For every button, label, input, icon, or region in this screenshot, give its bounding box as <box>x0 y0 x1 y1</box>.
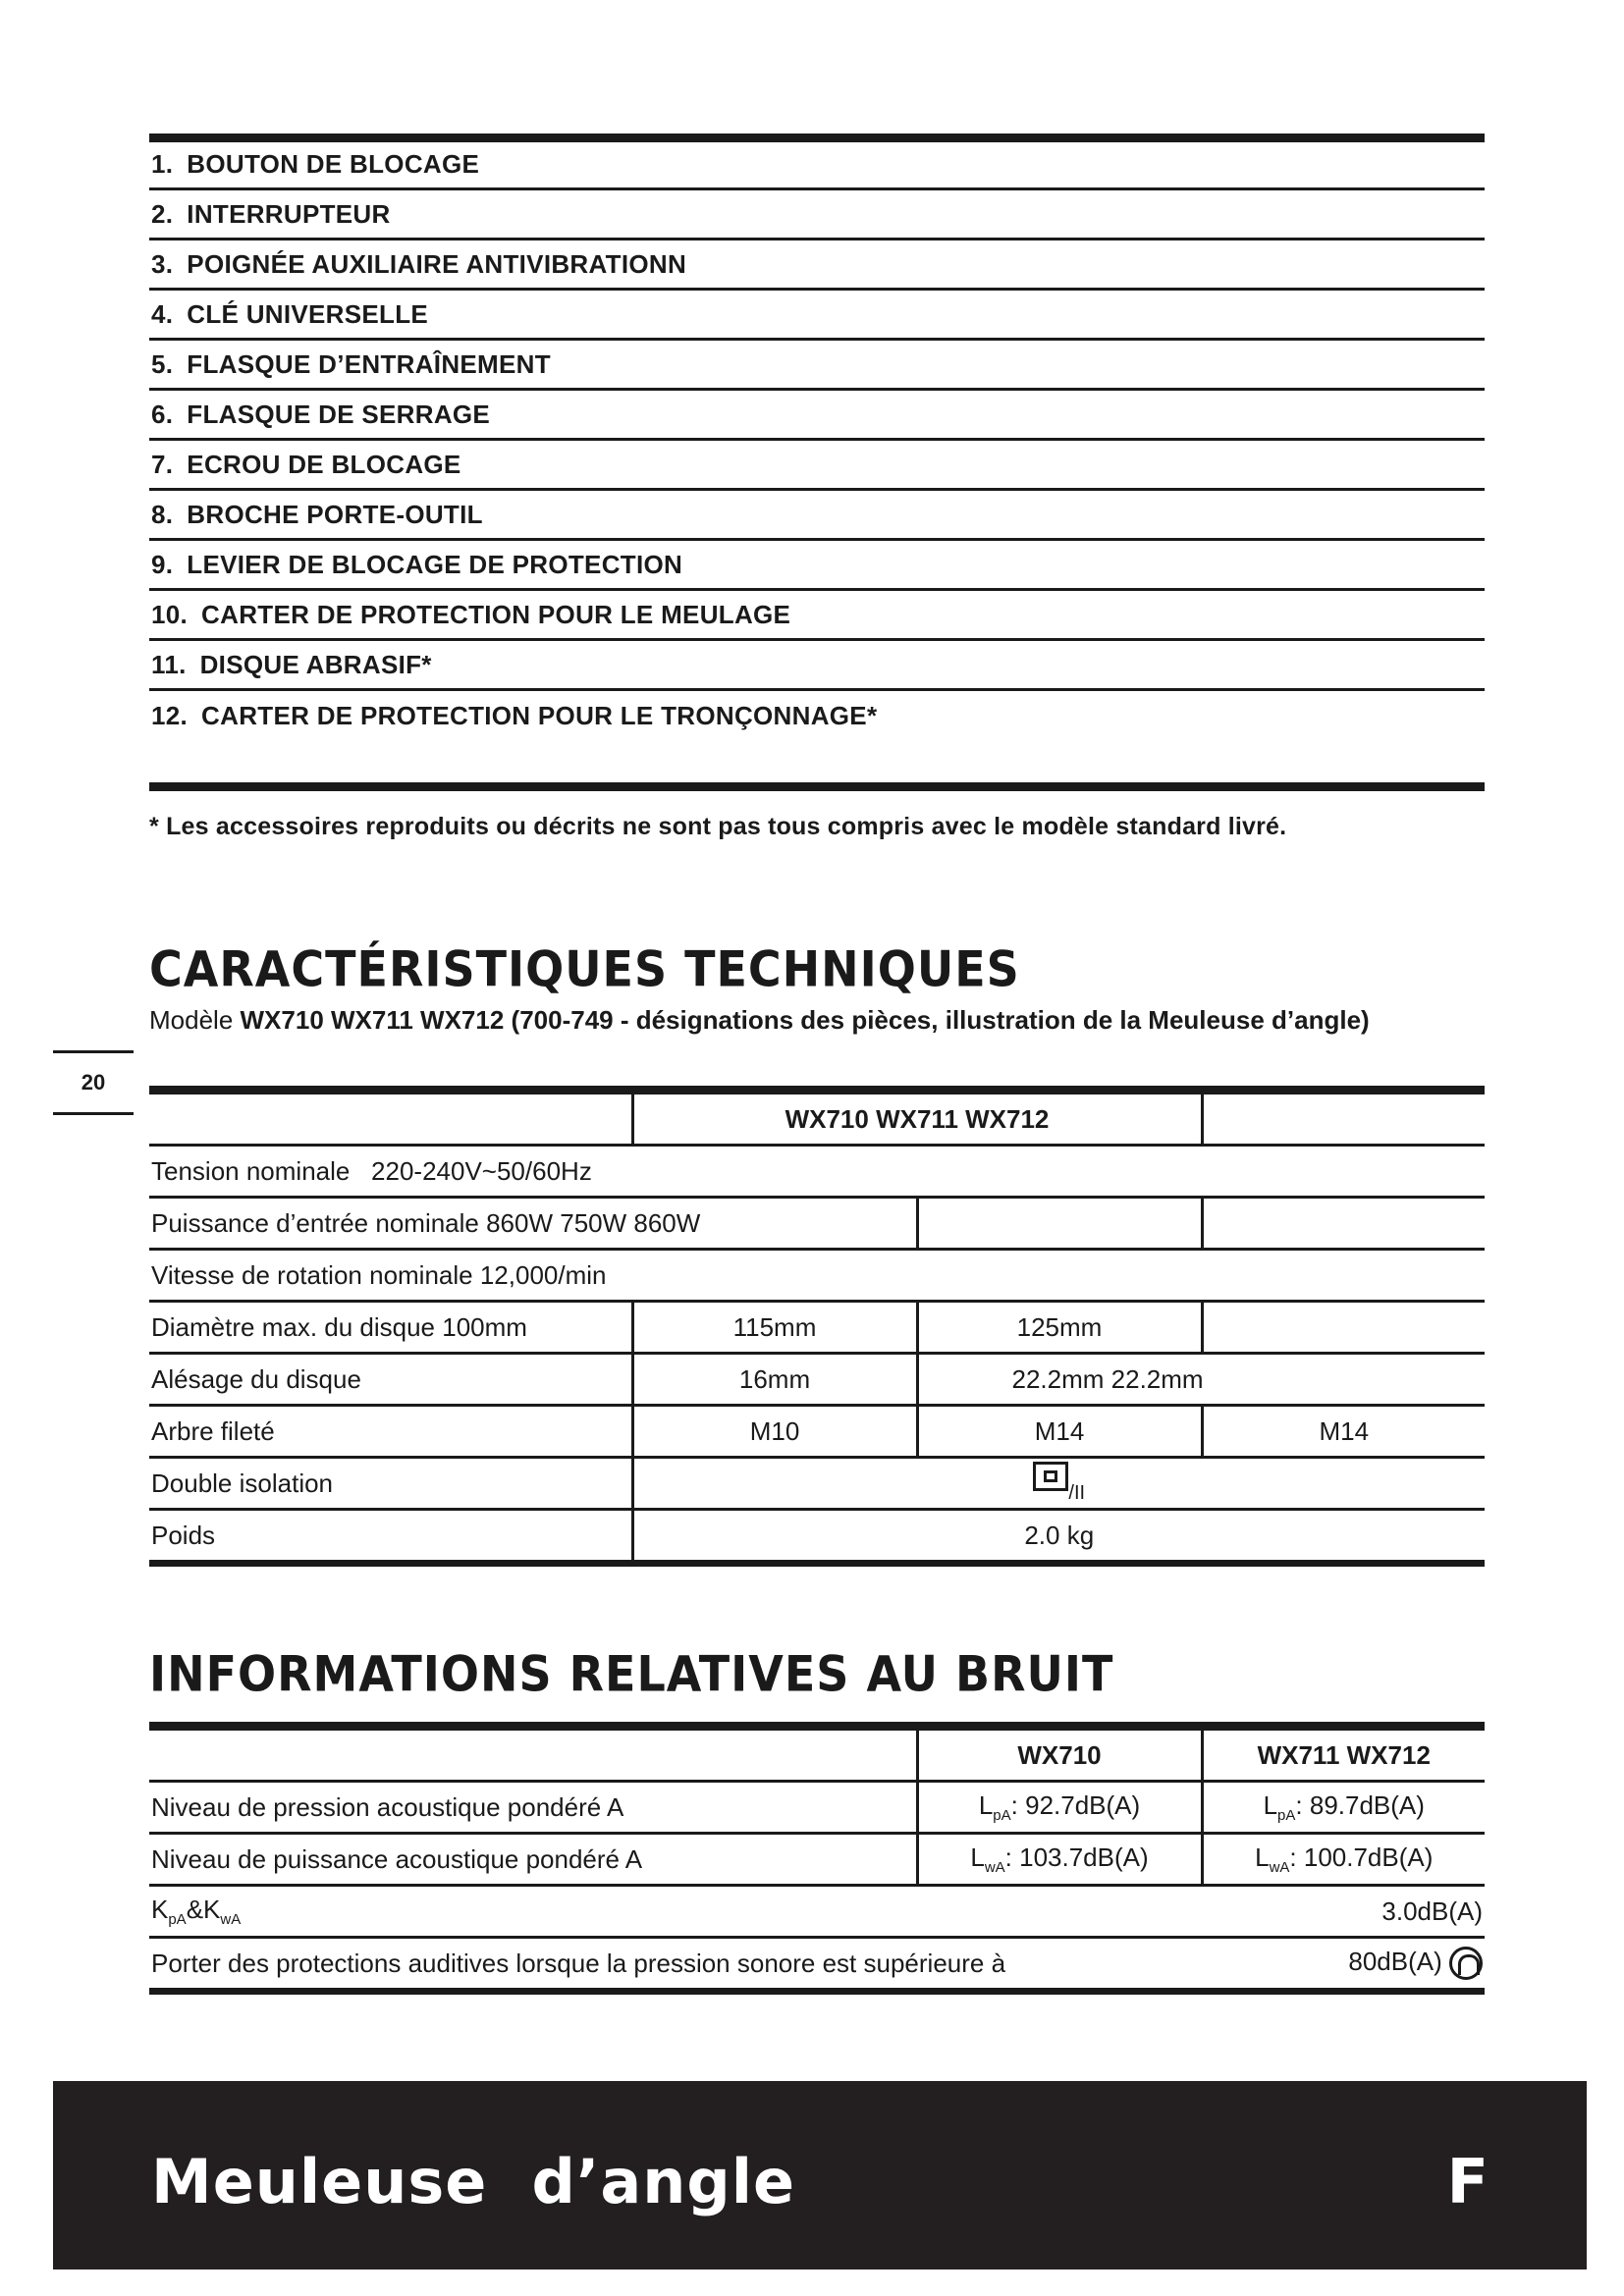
pressure-value-2-text: : 89.7dB(A) <box>1295 1789 1425 1820</box>
tech-table-top-rule <box>149 1086 1485 1095</box>
pressure-value-1 <box>917 1782 1202 1834</box>
protection-value-cell <box>1202 1938 1485 1992</box>
empty-cell <box>1202 1302 1485 1354</box>
part-label: INTERRUPTEUR <box>187 198 391 229</box>
accessories-note: * Les accessoires reproduits ou décrits ne sont pas tous compris avec le modèle standard livré. <box>149 813 1287 840</box>
part-label: LEVIER DE BLOCAGE DE PROTECTION <box>187 549 683 579</box>
pressure-symbol: L <box>978 1789 994 1820</box>
table-row <box>149 1406 1485 1458</box>
model-names: WX710 WX711 WX712 (700-749 - désignations des pièces, illustration de la Meuleuse d’angle) <box>240 1005 1370 1035</box>
header-models: WX710 WX711 WX712 <box>632 1095 1202 1146</box>
noise-table <box>149 1731 1485 1995</box>
voltage-value: 220-240V~50/60Hz <box>371 1155 592 1186</box>
part-label: POIGNÉE AUXILIAIRE ANTIVIBRATIONN <box>187 248 687 279</box>
tech-section-title: CARACTÉRISTIQUES TECHNIQUES <box>149 940 1020 998</box>
double-insulation-icon <box>1033 1462 1068 1491</box>
part-label: DISQUE ABRASIF* <box>199 649 432 679</box>
power-subscript: wA <box>1269 1859 1290 1877</box>
bore-value-2-text: 22.2mm 22.2mm <box>1011 1363 1204 1394</box>
voltage-label: Tension nominale <box>151 1155 351 1186</box>
part-number: 1. <box>151 148 174 179</box>
table-row <box>149 1146 1485 1198</box>
bore-label: Alésage du disque <box>149 1354 632 1406</box>
protection-value: 80dB(A) <box>1348 1946 1442 1976</box>
list-item <box>149 491 1485 541</box>
part-label: BROCHE PORTE-OUTIL <box>187 499 483 529</box>
protection-label: Porter des protections auditives lorsque la pression sonore est supérieure à <box>149 1938 1202 1992</box>
bore-value-2 <box>917 1354 1485 1406</box>
part-label: FLASQUE DE SERRAGE <box>187 399 491 429</box>
insulation-class: /II <box>1068 1482 1086 1504</box>
noise-table-top-rule <box>149 1722 1485 1731</box>
power-value-2-text: : 100.7dB(A) <box>1289 1842 1434 1872</box>
list-item <box>149 291 1485 341</box>
spindle-value-2: M14 <box>917 1406 1202 1458</box>
footer-language: F <box>1446 2146 1489 2217</box>
table-row <box>149 1250 1485 1302</box>
part-label: BOUTON DE BLOCAGE <box>187 148 480 179</box>
list-item <box>149 591 1485 641</box>
noise-section-title: INFORMATIONS RELATIVES AU BRUIT <box>149 1645 1114 1703</box>
pressure-subscript: pA <box>993 1807 1011 1825</box>
weight-label: Poids <box>149 1510 632 1564</box>
noise-col-1: WX710 <box>917 1731 1202 1782</box>
header-empty-cell <box>149 1731 917 1782</box>
k-symbol-1: K <box>151 1894 169 1924</box>
k-sub-1: pA <box>168 1911 187 1929</box>
part-number: 2. <box>151 198 174 229</box>
diameter-value-3: 125mm <box>917 1302 1202 1354</box>
part-number: 3. <box>151 248 174 279</box>
table-row <box>149 1834 1485 1886</box>
noise-col-2: WX711 WX712 <box>1202 1731 1485 1782</box>
tech-spec-table <box>149 1095 1485 1567</box>
insulation-label: Double isolation <box>149 1458 632 1510</box>
pressure-value-1-text: : 92.7dB(A) <box>1010 1789 1141 1820</box>
power-symbol: L <box>970 1842 985 1872</box>
part-number: 8. <box>151 499 174 529</box>
k-symbol-2: &K <box>186 1894 221 1924</box>
list-item <box>149 190 1485 240</box>
table-row <box>149 1095 1485 1146</box>
empty-cell <box>1202 1198 1485 1250</box>
weight-value: 2.0 kg <box>632 1510 1485 1564</box>
voltage-cell <box>149 1146 1485 1198</box>
parts-list <box>149 140 1485 741</box>
pressure-subscript: pA <box>1277 1807 1296 1825</box>
list-item <box>149 641 1485 691</box>
speed-cell: Vitesse de rotation nominale 12,000/min <box>149 1250 1485 1302</box>
part-label: ECROU DE BLOCAGE <box>187 449 461 479</box>
part-number: 5. <box>151 348 174 379</box>
list-item <box>149 541 1485 591</box>
table-row <box>149 1731 1485 1782</box>
pressure-label: Niveau de pression acoustique pondéré A <box>149 1782 917 1834</box>
model-line <box>149 1001 1494 1039</box>
header-empty-cell <box>149 1095 632 1146</box>
power-cell: Puissance d’entrée nominale 860W 750W 860W <box>149 1198 917 1250</box>
diameter-value-2: 115mm <box>632 1302 917 1354</box>
power-subscript: wA <box>984 1859 1005 1877</box>
list-item <box>149 391 1485 441</box>
table-row <box>149 1458 1485 1510</box>
list-item <box>149 240 1485 291</box>
part-number: 10. <box>151 599 189 629</box>
list-item <box>149 441 1485 491</box>
part-number: 12. <box>151 701 189 730</box>
spindle-value-3: M14 <box>1202 1406 1485 1458</box>
part-number: 4. <box>151 298 174 329</box>
spindle-label: Arbre fileté <box>149 1406 632 1458</box>
table-row <box>149 1886 1485 1938</box>
pressure-symbol: L <box>1263 1789 1278 1820</box>
table-row <box>149 1782 1485 1834</box>
list-item <box>149 691 1485 741</box>
uncertainty-label <box>149 1886 1202 1938</box>
header-empty-cell <box>1202 1095 1485 1146</box>
parts-bottom-rule <box>149 782 1485 791</box>
k-sub-2: wA <box>220 1911 242 1929</box>
list-item <box>149 341 1485 391</box>
part-number: 9. <box>151 549 174 579</box>
bore-value-1: 16mm <box>632 1354 917 1406</box>
ear-protection-icon <box>1449 1947 1483 1980</box>
table-row <box>149 1938 1485 1992</box>
power-value-1-text: : 103.7dB(A) <box>1004 1842 1149 1872</box>
part-label: CARTER DE PROTECTION POUR LE TRONÇONNAGE* <box>201 701 878 730</box>
part-label: FLASQUE D’ENTRAÎNEMENT <box>187 348 551 379</box>
power-value-2 <box>1202 1834 1485 1886</box>
page-number-box <box>53 1050 134 1115</box>
power-symbol: L <box>1255 1842 1270 1872</box>
diameter-label: Diamètre max. du disque 100mm <box>149 1302 632 1354</box>
footer-title: Meuleuse d’angle <box>151 2146 796 2217</box>
model-prefix: Modèle <box>149 1005 234 1035</box>
table-row <box>149 1302 1485 1354</box>
pressure-value-2 <box>1202 1782 1485 1834</box>
table-row <box>149 1198 1485 1250</box>
part-number: 7. <box>151 449 174 479</box>
table-row <box>149 1510 1485 1564</box>
table-row <box>149 1354 1485 1406</box>
footer-bar <box>53 2081 1587 2269</box>
insulation-value-cell <box>632 1458 1485 1510</box>
power-value-1 <box>917 1834 1202 1886</box>
uncertainty-value: 3.0dB(A) <box>1202 1886 1485 1938</box>
list-item <box>149 140 1485 190</box>
power-label: Niveau de puissance acoustique pondéré A <box>149 1834 917 1886</box>
empty-cell <box>917 1198 1202 1250</box>
part-number: 11. <box>151 649 187 679</box>
part-label: CLÉ UNIVERSELLE <box>187 298 429 329</box>
part-number: 6. <box>151 399 174 429</box>
page-number: 20 <box>81 1070 106 1095</box>
part-label: CARTER DE PROTECTION POUR LE MEULAGE <box>201 599 791 629</box>
spindle-value-1: M10 <box>632 1406 917 1458</box>
